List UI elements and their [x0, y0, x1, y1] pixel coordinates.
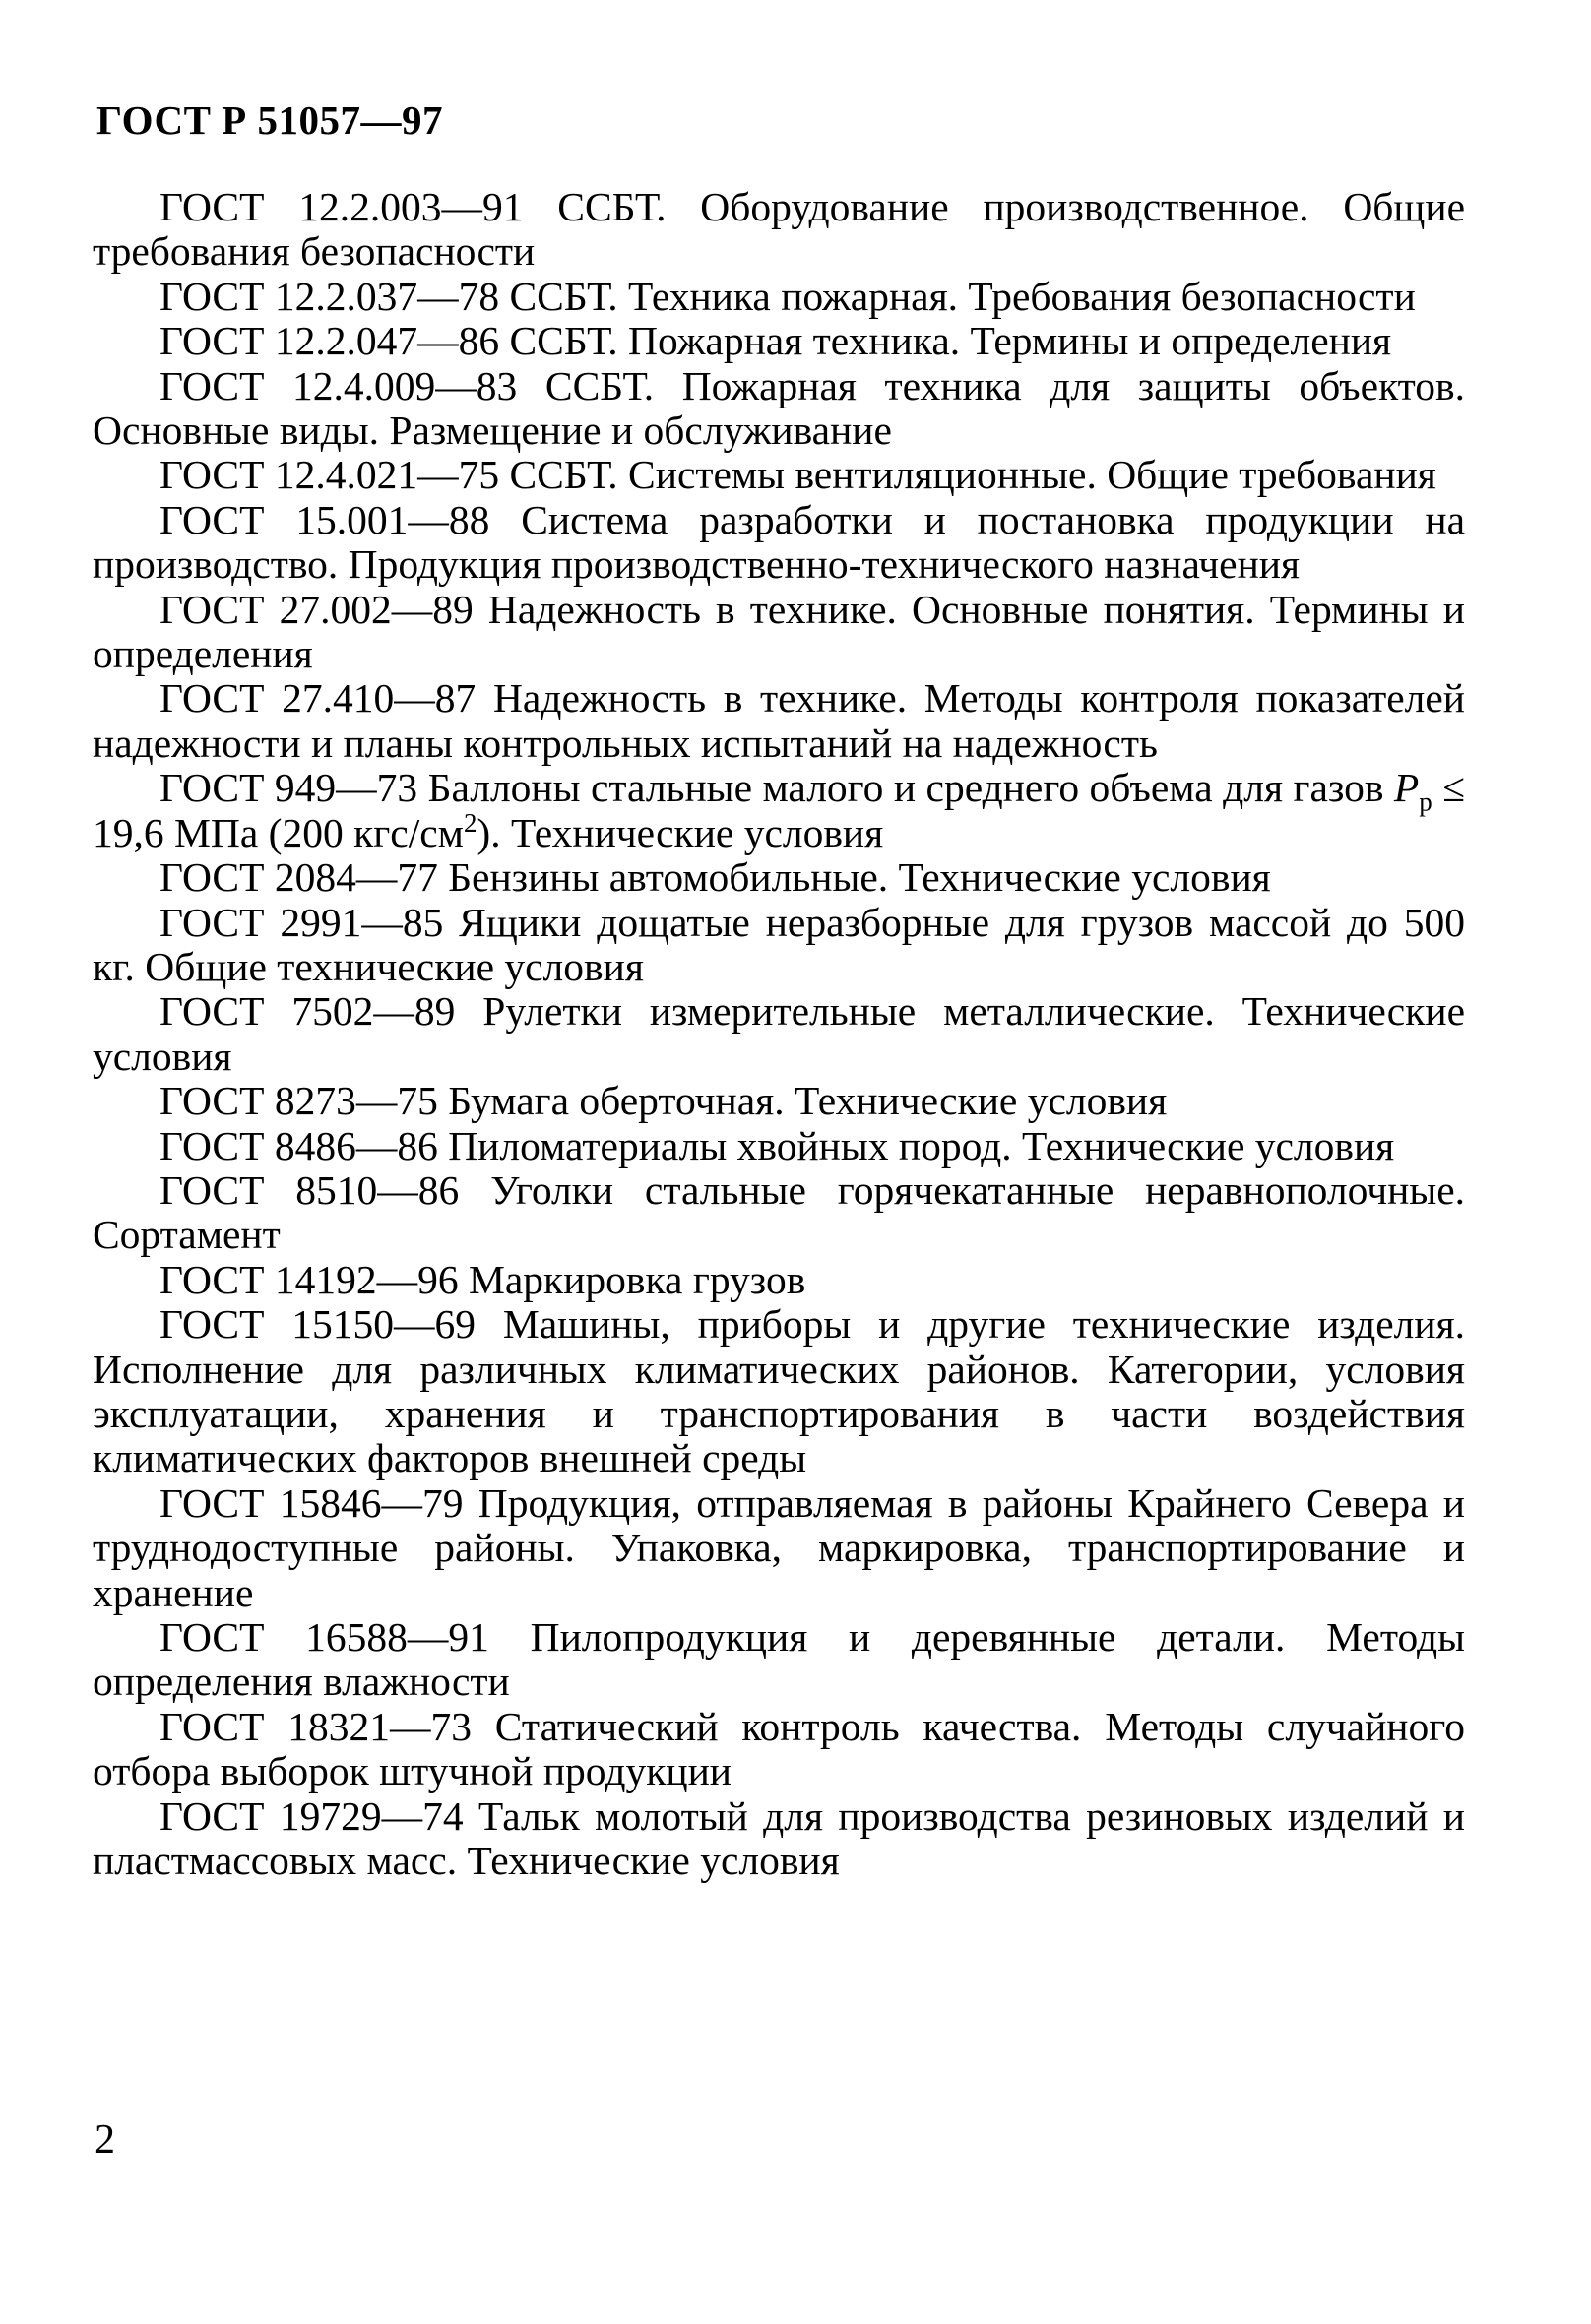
reference-item: ГОСТ 16588—91 Пилопродукция и деревянные детали. Методы определения влажности — [93, 1614, 1465, 1705]
reference-text-part: ≤ 19,6 МПа (200 кгс/см — [93, 765, 1466, 855]
reference-item: ГОСТ 27.410—87 Надежность в технике. Методы контроля показателей надежности и планы контрольных испытаний на надежность — [93, 675, 1465, 766]
reference-item: ГОСТ 12.2.003—91 ССБТ. Оборудование производственное. Общие требования безопасности — [93, 184, 1465, 275]
reference-item: ГОСТ 12.4.021—75 ССБТ. Системы вентиляционные. Общие требования — [159, 452, 1436, 498]
reference-item-with-formula — [93, 766, 1465, 855]
reference-item: ГОСТ 12.2.037—78 ССБТ. Техника пожарная. Требования безопасности — [159, 273, 1416, 319]
reference-item: ГОСТ 18321—73 Статический контроль качества. Методы случайного отбора выборок штучной продукции — [93, 1703, 1465, 1794]
reference-item: ГОСТ 8510—86 Уголки стальные горячекатанные неравнополочные. Сортамент — [93, 1166, 1465, 1258]
document-header: ГОСТ Р 51057—97 — [96, 97, 443, 143]
reference-item: ГОСТ 14192—96 Маркировка грузов — [159, 1256, 806, 1302]
unit-superscript: 2 — [463, 807, 477, 838]
normative-references-list — [93, 185, 1465, 1883]
reference-item: ГОСТ 12.4.009—83 ССБТ. Пожарная техника для защиты объектов. Основные виды. Размещение и обслуживание — [93, 362, 1465, 454]
reference-item: ГОСТ 8273—75 Бумага оберточная. Технические условия — [159, 1078, 1168, 1124]
pressure-subscript: р — [1419, 786, 1432, 817]
reference-item: ГОСТ 15150—69 Машины, приборы и другие технические изделия. Исполнение для различных климатических районов. Категории, условия эксплуатации, хранения и транспортирования в части воздействия климатических факторов внешней среды — [93, 1301, 1465, 1481]
reference-item: ГОСТ 7502—89 Рулетки измерительные металлические. Технические условия — [93, 988, 1465, 1079]
reference-item: ГОСТ 15.001—88 Система разработки и постановка продукции на производство. Продукция производственно-технического назначения — [93, 496, 1465, 588]
reference-item: ГОСТ 19729—74 Тальк молотый для производства резиновых изделий и пластмассовых масс. Технические условия — [93, 1792, 1465, 1884]
reference-item: ГОСТ 15846—79 Продукция, отправляемая в районы Крайнего Севера и труднодоступные районы. Упаковка, маркировка, транспортирование и хранение — [93, 1479, 1465, 1615]
pressure-symbol: P — [1393, 765, 1420, 811]
reference-item: ГОСТ 2084—77 Бензины автомобильные. Технические условия — [159, 854, 1271, 901]
reference-item: ГОСТ 27.002—89 Надежность в технике. Основные понятия. Термины и определения — [93, 586, 1465, 677]
reference-item: ГОСТ 8486—86 Пиломатериалы хвойных пород. Технические условия — [159, 1122, 1395, 1168]
page-number: 2 — [95, 2117, 115, 2163]
reference-text-part: ГОСТ 949—73 Баллоны стальные малого и среднего объема для газов — [159, 765, 1394, 811]
reference-item: ГОСТ 12.2.047—86 ССБТ. Пожарная техника. Термины и определения — [159, 318, 1392, 364]
reference-text-part: ). Технические условия — [477, 809, 884, 855]
reference-item: ГОСТ 2991—85 Ящики дощатые неразборные для грузов массой до 500 кг. Общие технические условия — [93, 899, 1465, 989]
